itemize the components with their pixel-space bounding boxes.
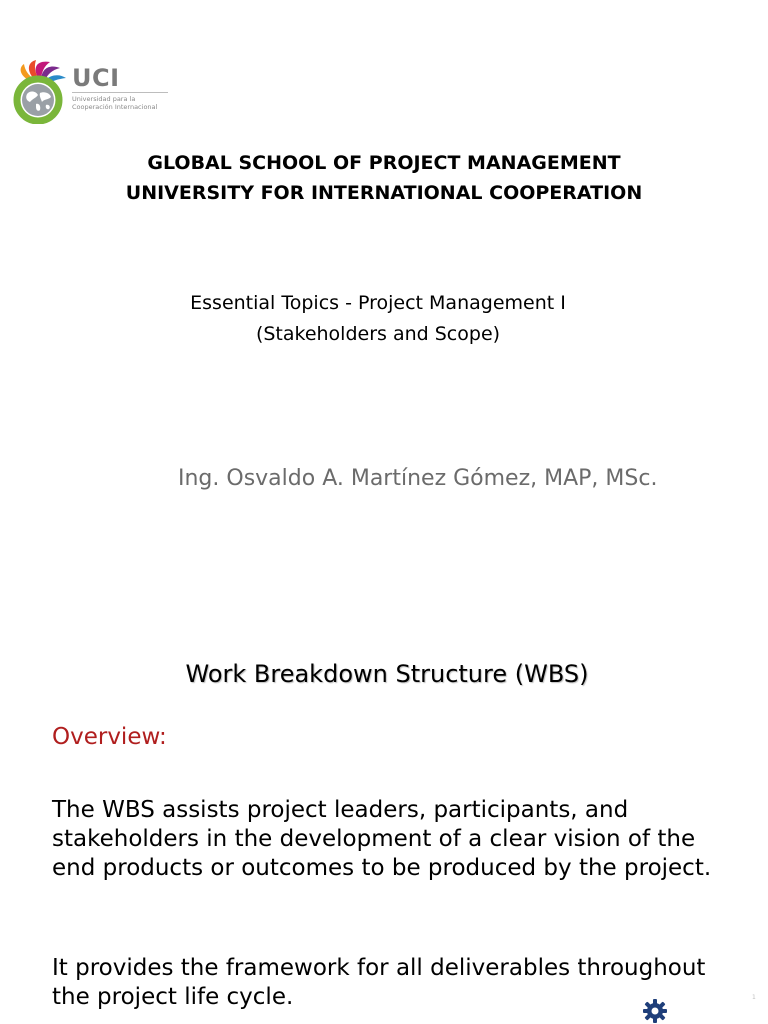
logo-subtitle-line1: Universidad para la xyxy=(72,95,136,103)
wbs-slide-title: Work Breakdown Structure (WBS) xyxy=(185,660,589,688)
gear-icon xyxy=(642,998,668,1024)
course-subtopic: (Stakeholders and Scope) xyxy=(255,323,501,345)
school-heading: GLOBAL SCHOOL OF PROJECT MANAGEMENT xyxy=(147,152,621,174)
logo-subtitle xyxy=(72,92,168,111)
author-name: Ing. Osvaldo A. Martínez Gómez, MAP, MSc. xyxy=(178,466,658,491)
uci-logo xyxy=(8,58,168,128)
wbs-paragraph-1: The WBS assists project leaders, participants, and stakeholders in the development of a clear vision of the end products or outcomes to be produced by the project. xyxy=(52,797,712,881)
uci-globe-logo-icon xyxy=(8,58,70,124)
course-topic: Essential Topics - Project Management I xyxy=(190,292,566,314)
logo-abbreviation: UCI xyxy=(72,64,120,92)
page-number: 1 xyxy=(752,994,756,1001)
university-heading: UNIVERSITY FOR INTERNATIONAL COOPERATION xyxy=(125,182,643,204)
wbs-paragraph-2: It provides the framework for all deliverables throughout the project life cycle. xyxy=(52,955,706,1010)
overview-label: Overview: xyxy=(52,724,167,750)
logo-subtitle-line2: Cooperación Internacional xyxy=(72,103,158,111)
logo-text xyxy=(72,66,168,111)
